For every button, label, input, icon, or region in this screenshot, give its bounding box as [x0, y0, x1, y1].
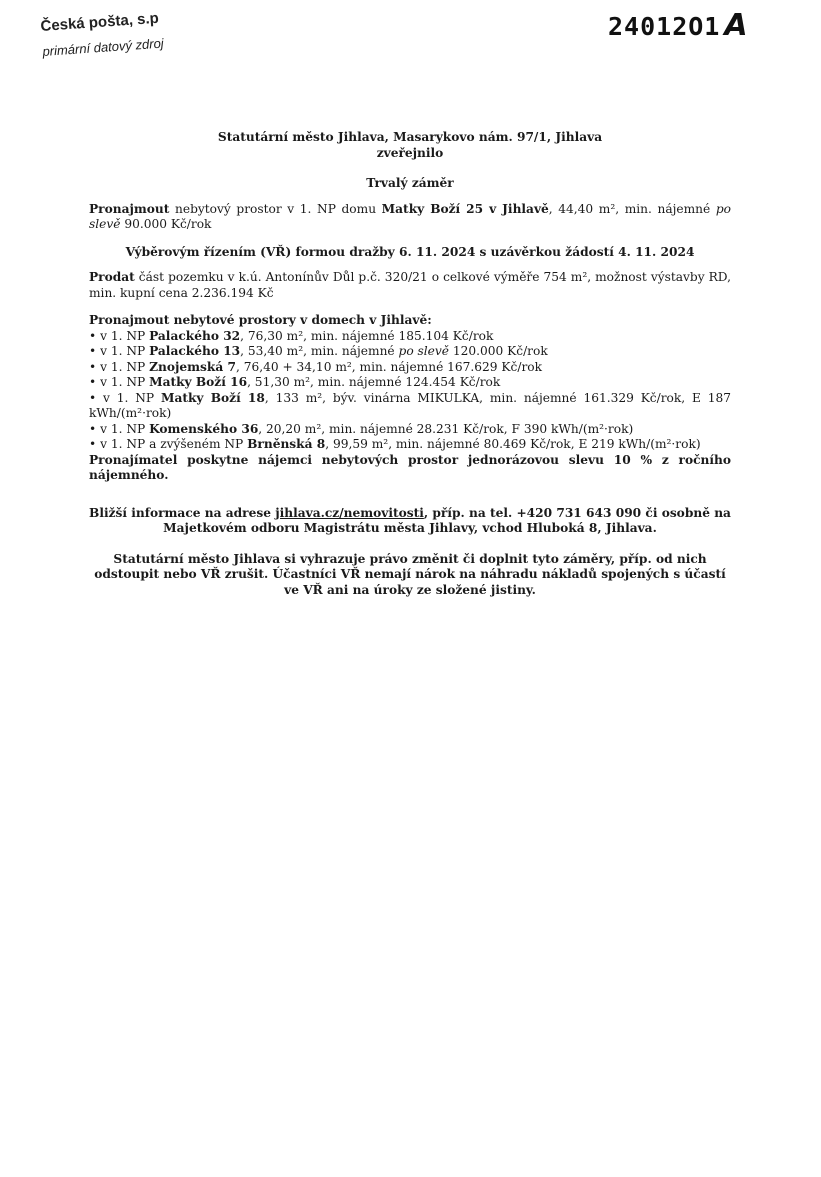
list-item-details: , 51,30 m², min. nájemné 124.454 Kč/rok	[247, 375, 501, 389]
rent-offer-paragraph	[89, 202, 731, 233]
disclaimer: Statutární město Jihlava si vyhrazuje právo změnit či doplnit tyto záměry, příp. od nich odstoupit nebo VŘ zrušit. Účastníci VŘ nemají nárok na náhradu nákladů spojených s účastí ve VŘ ani na úroky ze složené jistiny.	[94, 551, 726, 597]
list-item-prefix: v 1. NP	[103, 390, 161, 405]
rent-discount-label: po slevě	[89, 201, 731, 231]
list-item-prefix: v 1. NP	[100, 328, 150, 343]
discount-note: Pronajímatel poskytne nájemci nebytových prostor jednorázovou slevu 10 % z ročního nájemného.	[89, 452, 731, 482]
list-item	[89, 375, 731, 391]
notice-content	[89, 130, 731, 598]
list-item-address: Matky Boží 18	[160, 390, 265, 405]
rent-list	[89, 329, 731, 453]
list-item-address: Matky Boží 16	[149, 375, 248, 389]
list-item	[89, 360, 731, 376]
document-number-suffix: A	[724, 8, 749, 43]
rent-text-2: , 44,40 m², min. nájemné	[548, 201, 716, 216]
list-item-prefix: v 1. NP	[100, 375, 150, 389]
list-item-address: Palackého 32	[149, 328, 241, 343]
list-item-details: , 133 m², býv. vinárna MIKULKA, min. nájemné 161.329 Kč/rok, E 187 kWh/(m²·rok)	[89, 390, 731, 420]
contact-info	[89, 506, 731, 537]
postal-stamp-line2: primární datový zdroj	[42, 35, 165, 59]
rent-text-1: nebytový prostor v 1. NP domu	[169, 201, 382, 216]
list-item-details: , 76,40 + 34,10 m², min. nájemné 167.629 Kč/rok	[235, 359, 543, 374]
list-item-discount: po slevě	[398, 344, 449, 358]
list-item-prefix: v 1. NP	[100, 421, 150, 436]
document-number-digits: 24012O1	[608, 12, 721, 41]
list-item-address: Znojemská 7	[149, 359, 236, 374]
list-item-prefix: v 1. NP	[100, 344, 150, 358]
contact-prefix: Bližší informace na adrese	[89, 505, 276, 520]
postal-stamp-line1: Česká pošta, s.p	[40, 9, 160, 35]
sale-paragraph	[89, 270, 731, 301]
section-title: Trvalý záměr	[366, 176, 454, 190]
rent-text-3: 90.000 Kč/rok	[120, 217, 212, 231]
list-item-details: , 99,59 m², min. nájemné 80.469 Kč/rok, E 219 kWh/(m²·rok)	[325, 437, 701, 451]
rent-label: Pronajmout	[89, 201, 170, 216]
list-item	[89, 422, 731, 438]
list-item-address: Komenského 36	[149, 421, 259, 436]
website-link[interactable]: jihlava.cz/nemovitosti	[275, 505, 424, 520]
list-item-address: Palackého 13	[149, 344, 241, 358]
list-item-address: Brněnská 8	[247, 437, 326, 451]
list-item-prefix: v 1. NP a zvýšeném NP	[100, 437, 248, 451]
rent-address: Matky Boží 25 v Jihlavě	[381, 201, 549, 216]
list-item-details: , 76,30 m², min. nájemné 185.104 Kč/rok	[240, 328, 494, 343]
list-item-prefix: v 1. NP	[100, 359, 150, 374]
list-item	[89, 391, 731, 422]
document-number	[608, 8, 749, 43]
list-item-price: 120.000 Kč/rok	[449, 344, 548, 358]
contact-details: , příp. na tel. +420 731 643 090 či osobně na Majetkovém odboru Magistrátu města Jihlavy, vchod Hluboká 8, Jihlava.	[163, 505, 731, 535]
sale-text: část pozemku v k.ú. Antonínův Důl p.č. 320/21 o celkové výměře 754 m², možnost výstavby RD, min. kupní cena 2.236.194 Kč	[89, 270, 731, 300]
auction-heading: Výběrovým řízením (VŘ) formou dražby 6. 11. 2024 s uzávěrkou žádostí 4. 11. 2024	[125, 244, 695, 259]
rent-list-heading: Pronajmout nebytové prostory v domech v Jihlavě:	[89, 313, 432, 327]
sale-label: Prodat	[89, 270, 135, 284]
list-item-details: , 53,40 m², min. nájemné	[240, 344, 399, 358]
list-item	[89, 437, 731, 453]
list-item-details: , 20,20 m², min. nájemné 28.231 Kč/rok, F 390 kWh/(m²·rok)	[258, 421, 634, 436]
list-item	[89, 344, 731, 360]
issuer-published: zveřejnilo	[376, 145, 444, 160]
issuer-line: Statutární město Jihlava, Masarykovo nám. 97/1, Jihlava	[217, 130, 603, 144]
list-item	[89, 329, 731, 345]
